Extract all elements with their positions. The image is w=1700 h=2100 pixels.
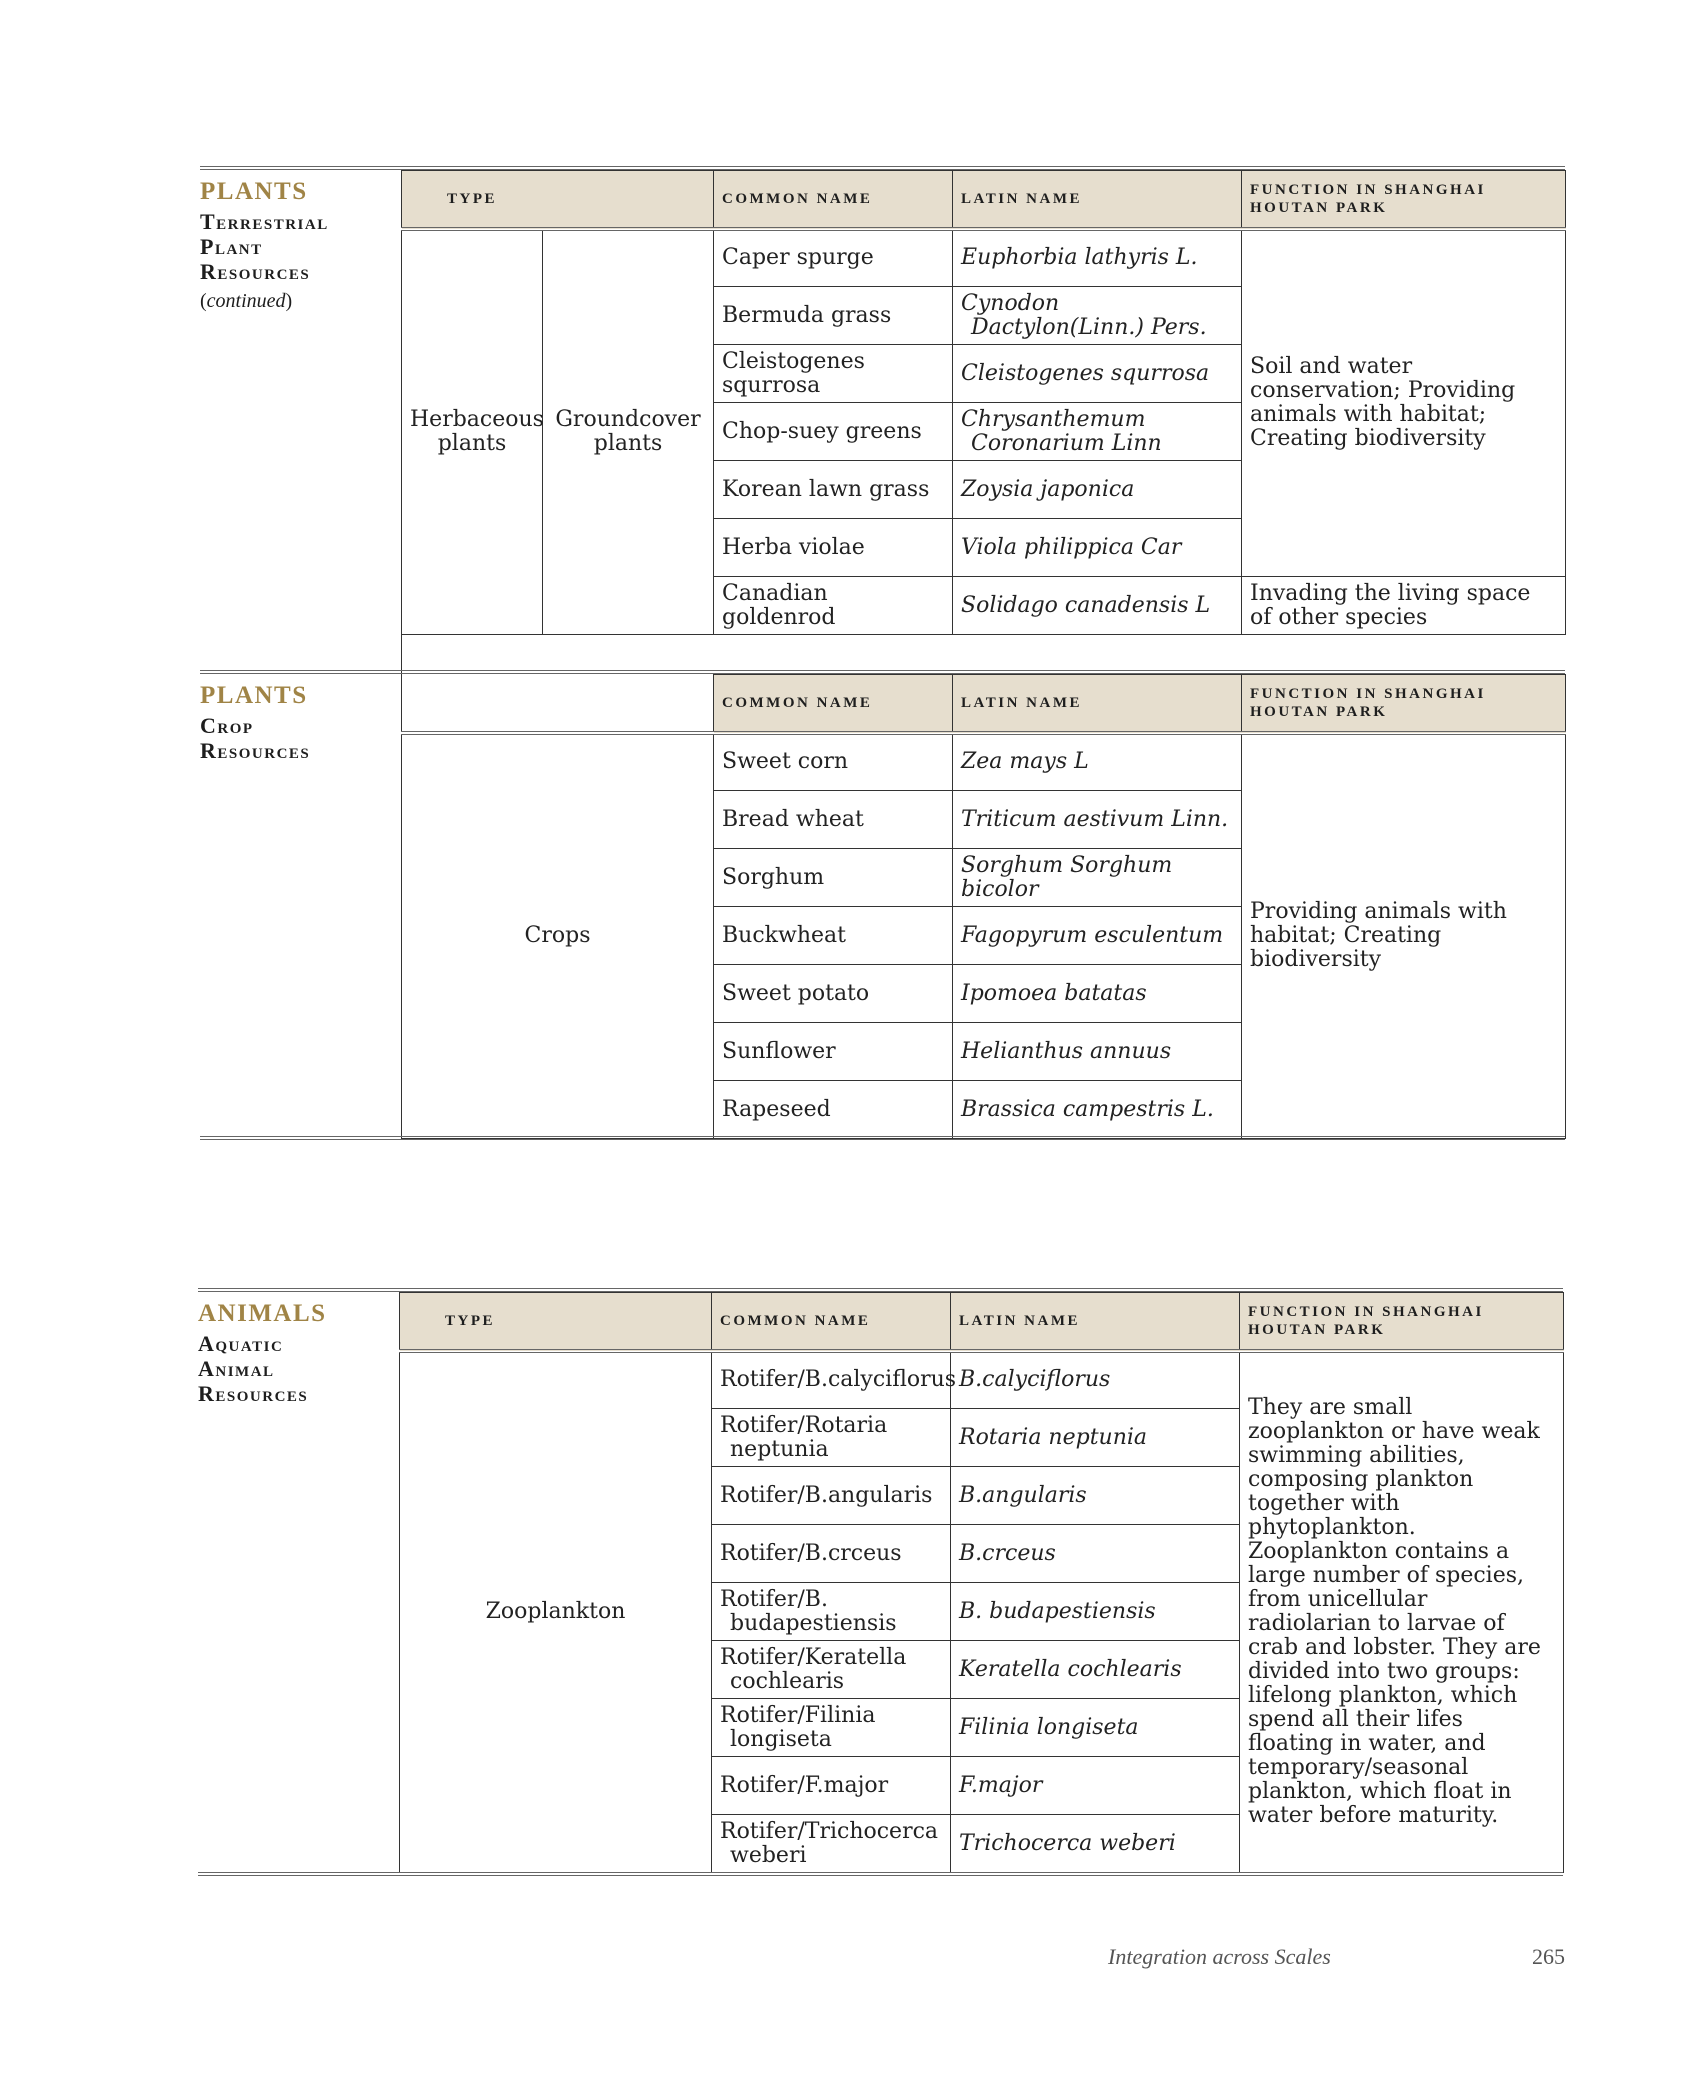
common-name-cell: Herba violae [714,519,953,577]
latin-name-cell: Filinia longiseta [951,1699,1240,1757]
subtitle-line: Resources [200,738,311,763]
latin-name-cell: Zea mays L [953,733,1242,791]
common-name-cell: Sweet corn [714,733,953,791]
latin-name-cell: Rotaria neptunia [951,1409,1240,1467]
section-crop-resources [200,670,1565,1142]
latin-name-cell: Fagopyrum esculentum [953,907,1242,965]
bottom-rule [198,1872,1563,1876]
common-name-cell: Cleistogenes squrrosa [714,345,953,403]
common-name-cell: Rotifer/B.crceus [712,1525,951,1583]
subtitle-line: Animal [198,1356,275,1381]
common-name-cell: Korean lawn grass [714,461,953,519]
common-name-cell: Bread wheat [714,791,953,849]
section-sidebar [200,682,395,763]
header-common-name: COMMON NAME [712,1293,951,1351]
table-row [402,229,1566,287]
common-name-cell: Rotifer/Filinia longiseta [712,1699,951,1757]
type-cell: Crops [402,733,714,1139]
function-cell: Soil and water conservation; Providing animals with habitat; Creating biodiversity [1242,229,1566,577]
bottom-rule [200,1136,1565,1140]
type-cell: Zooplankton [400,1351,712,1873]
subtitle-line: Aquatic [198,1331,284,1356]
latin-name-cell: B.crceus [951,1525,1240,1583]
common-name-cell: Canadian goldenrod [714,577,953,635]
subtitle-line: Plant [200,234,263,259]
running-title: Integration across Scales [1108,1944,1331,1969]
common-name-cell: Rotifer/Keratella cochlearis [712,1641,951,1699]
subtitle-line: Terrestrial [200,209,329,234]
section-sidebar [200,178,395,313]
subtitle-line: Crop [200,713,254,738]
page-number: 265 [1532,1944,1565,1969]
spacer-row [402,635,1566,675]
latin-name-cell: Cleistogenes squrrosa [953,345,1242,403]
common-name-cell: Sunflower [714,1023,953,1081]
table-row [400,1351,1564,1409]
header-function: FUNCTION IN SHANGHAI HOUTAN PARK [1242,171,1566,229]
category-label: ANIMALS [198,1300,327,1327]
aquatic-table [399,1292,1564,1873]
category-label: PLANTS [200,682,308,709]
section-aquatic-animals [198,1288,1563,1878]
latin-name-cell: Sorghum Sorghum bicolor [953,849,1242,907]
type-level2: Groundcover plants [543,229,714,635]
header-common-name: COMMON NAME [714,171,953,229]
common-name-cell: Rotifer/Rotaria neptunia [712,1409,951,1467]
crop-table [401,674,1566,1139]
category-label: PLANTS [200,178,308,205]
common-name-cell: Rotifer/Trichocerca weberi [712,1815,951,1873]
latin-name-cell: Triticum aestivum Linn. [953,791,1242,849]
common-name-cell: Chop-suey greens [714,403,953,461]
latin-name-cell: B.calyciflorus [951,1351,1240,1409]
common-name-cell: Bermuda grass [714,287,953,345]
latin-name-cell: Solidago canadensis L [953,577,1242,635]
common-name-cell: Rotifer/F.major [712,1757,951,1815]
table-row [402,733,1566,791]
latin-name-cell: B.angularis [951,1467,1240,1525]
function-cell: They are small zooplankton or have weak swimming abilities, composing plankton together with phytoplankton. Zooplankton contains a large number of species, from unicellular radiolarian to larvae of crab and lobster. They are divided into two groups: lifelong plankton, which spend all their lifes floating in water, and temporary/seasonal plankton, which float in water before maturity. [1240,1351,1564,1873]
common-name-cell: Rotifer/B.calyciflorus [712,1351,951,1409]
latin-name-cell: B. budapestiensis [951,1583,1240,1641]
latin-name-cell: Chrysanthemum Coronarium Linn [953,403,1242,461]
section-sidebar [198,1300,393,1406]
latin-name-cell: F.major [951,1757,1240,1815]
header-latin-name: LATIN NAME [953,171,1242,229]
common-name-cell: Sweet potato [714,965,953,1023]
function-cell: Providing animals with habitat; Creating biodiversity [1242,733,1566,1139]
header-function: FUNCTION IN SHANGHAI HOUTAN PARK [1242,675,1566,733]
latin-name-cell: Trichocerca weberi [951,1815,1240,1873]
common-name-cell: Rapeseed [714,1081,953,1139]
function-cell: Invading the living space of other species [1242,577,1566,635]
common-name-cell: Rotifer/B. budapestiensis [712,1583,951,1641]
subtitle-line: Resources [200,259,311,284]
common-name-cell: Rotifer/B.angularis [712,1467,951,1525]
latin-name-cell: Helianthus annuus [953,1023,1242,1081]
latin-name-cell: Viola philippica Car [953,519,1242,577]
header-type: TYPE [402,171,714,229]
subtitle-line: Resources [198,1381,309,1406]
latin-name-cell: Euphorbia lathyris L. [953,229,1242,287]
latin-name-cell: Ipomoea batatas [953,965,1242,1023]
header-type: TYPE [400,1293,712,1351]
latin-name-cell: Cynodon Dactylon(Linn.) Pers. [953,287,1242,345]
section-terrestrial-plants [200,166,1565,672]
header-latin-name: LATIN NAME [953,675,1242,733]
latin-name-cell: Zoysia japonica [953,461,1242,519]
common-name-cell: Sorghum [714,849,953,907]
header-function: FUNCTION IN SHANGHAI HOUTAN PARK [1240,1293,1564,1351]
latin-name-cell: Keratella cochlearis [951,1641,1240,1699]
latin-name-cell: Brassica campestris L. [953,1081,1242,1139]
header-common-name: COMMON NAME [714,675,953,733]
common-name-cell: Caper spurge [714,229,953,287]
type-level1: Herbaceous plants [402,229,543,635]
terrestrial-table [401,170,1566,675]
common-name-cell: Buckwheat [714,907,953,965]
header-blank [402,675,714,733]
header-latin-name: LATIN NAME [951,1293,1240,1351]
continued-note: (continued) [200,290,293,312]
